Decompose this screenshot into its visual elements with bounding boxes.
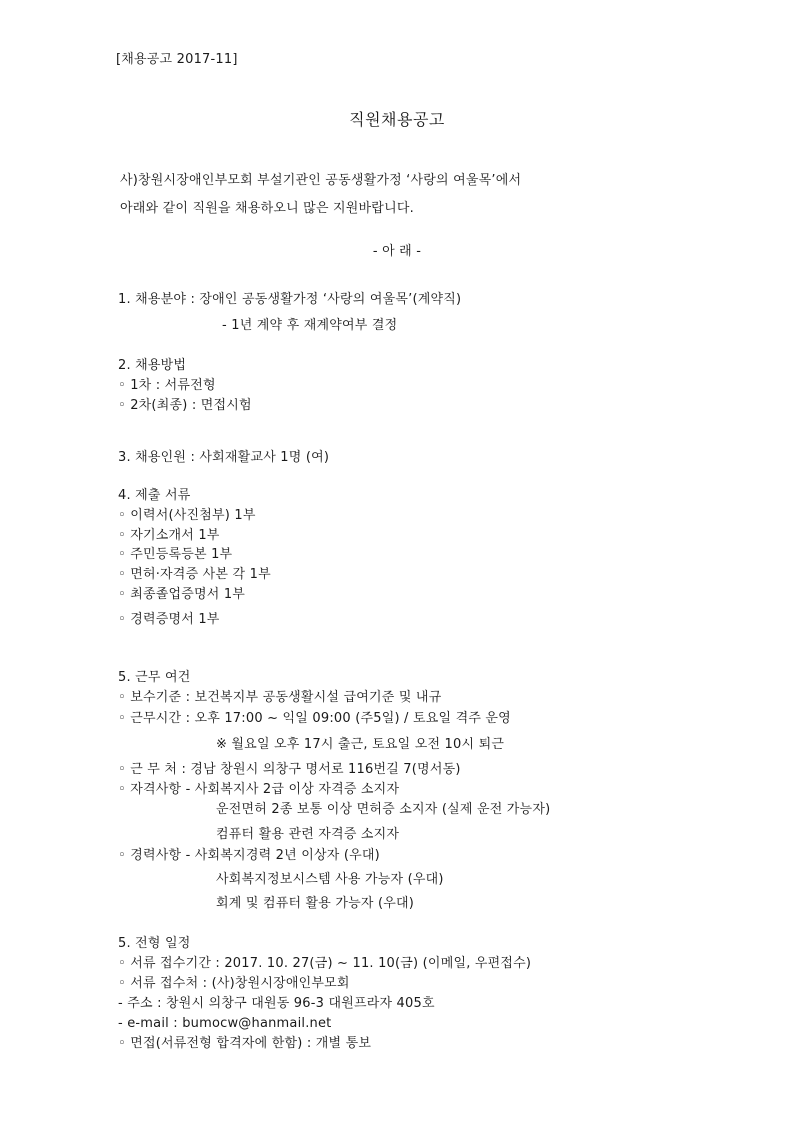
announcement-ref: [채용공고 2017-11] — [116, 52, 238, 67]
qualification-2: 운전면허 2종 보통 이상 면허증 소지자 (실제 운전 가능자) — [216, 802, 551, 817]
list-item: ◦ 1차 : 서류전형 — [118, 378, 216, 393]
section-1-heading: 1. 채용분야 : 장애인 공동생활가정 ‘사랑의 여울목’(계약직) — [118, 292, 462, 307]
qualification: ◦ 자격사항 - 사회복지사 2급 이상 자격증 소지자 — [118, 782, 400, 797]
section-1-sub: - 1년 계약 후 재계약여부 결정 — [222, 318, 398, 333]
section-4-heading: 4. 제출 서류 — [118, 488, 191, 503]
career: ◦ 경력사항 - 사회복지경력 2년 이상자 (우대) — [118, 848, 380, 863]
pay-standard: ◦ 보수기준 : 보건복지부 공동생활시설 급여기준 및 내규 — [118, 690, 442, 705]
career-3: 회계 및 컴퓨터 활용 가능자 (우대) — [216, 896, 415, 911]
interview-notice: ◦ 면접(서류전형 합격자에 한함) : 개별 통보 — [118, 1036, 372, 1051]
application-period: ◦ 서류 접수기간 : 2017. 10. 27(금) ~ 11. 10(금) (이메일, 우편접수) — [118, 956, 532, 971]
intro-line-2: 아래와 같이 직원을 채용하오니 많은 지원바랍니다. — [120, 201, 414, 216]
qualification-3: 컴퓨터 활용 관련 자격증 소지자 — [216, 827, 400, 842]
email: - e-mail : bumocw@hanmail.net — [118, 1016, 332, 1031]
address: - 주소 : 창원시 의창구 대원동 96-3 대원프라자 405호 — [118, 996, 435, 1011]
section-3-heading: 3. 채용인원 : 사회재활교사 1명 (여) — [118, 450, 330, 465]
list-item: ◦ 주민등록등본 1부 — [118, 547, 233, 562]
working-hours: ◦ 근무시간 : 오후 17:00 ~ 익일 09:00 (주5일) / 토요일 격주 운영 — [118, 711, 511, 726]
list-item: ◦ 경력증명서 1부 — [118, 612, 220, 627]
section-2-heading: 2. 채용방법 — [118, 358, 187, 373]
list-item: ◦ 최종졸업증명서 1부 — [118, 587, 246, 602]
list-item: ◦ 자기소개서 1부 — [118, 528, 220, 543]
schedule-heading: 5. 전형 일정 — [118, 936, 191, 951]
subtitle: - 아 래 - — [372, 244, 422, 259]
intro-line-1: 사)창원시장애인부모회 부설기관인 공동생활가정 ‘사랑의 여울목’에서 — [120, 173, 522, 188]
working-hours-note: ※ 월요일 오후 17시 출근, 토요일 오전 10시 퇴근 — [216, 737, 505, 752]
page-title: 직원채용공고 — [349, 110, 445, 129]
application-place: ◦ 서류 접수처 : (사)창원시장애인부모회 — [118, 976, 350, 991]
work-place: ◦ 근 무 처 : 경남 창원시 의창구 명서로 116번길 7(명서동) — [118, 762, 461, 777]
list-item: ◦ 이력서(사진첨부) 1부 — [118, 508, 256, 523]
career-2: 사회복지정보시스템 사용 가능자 (우대) — [216, 872, 444, 887]
section-5-heading: 5. 근무 여건 — [118, 670, 191, 685]
list-item: ◦ 면허·자격증 사본 각 1부 — [118, 567, 271, 582]
list-item: ◦ 2차(최종) : 면접시험 — [118, 398, 252, 413]
